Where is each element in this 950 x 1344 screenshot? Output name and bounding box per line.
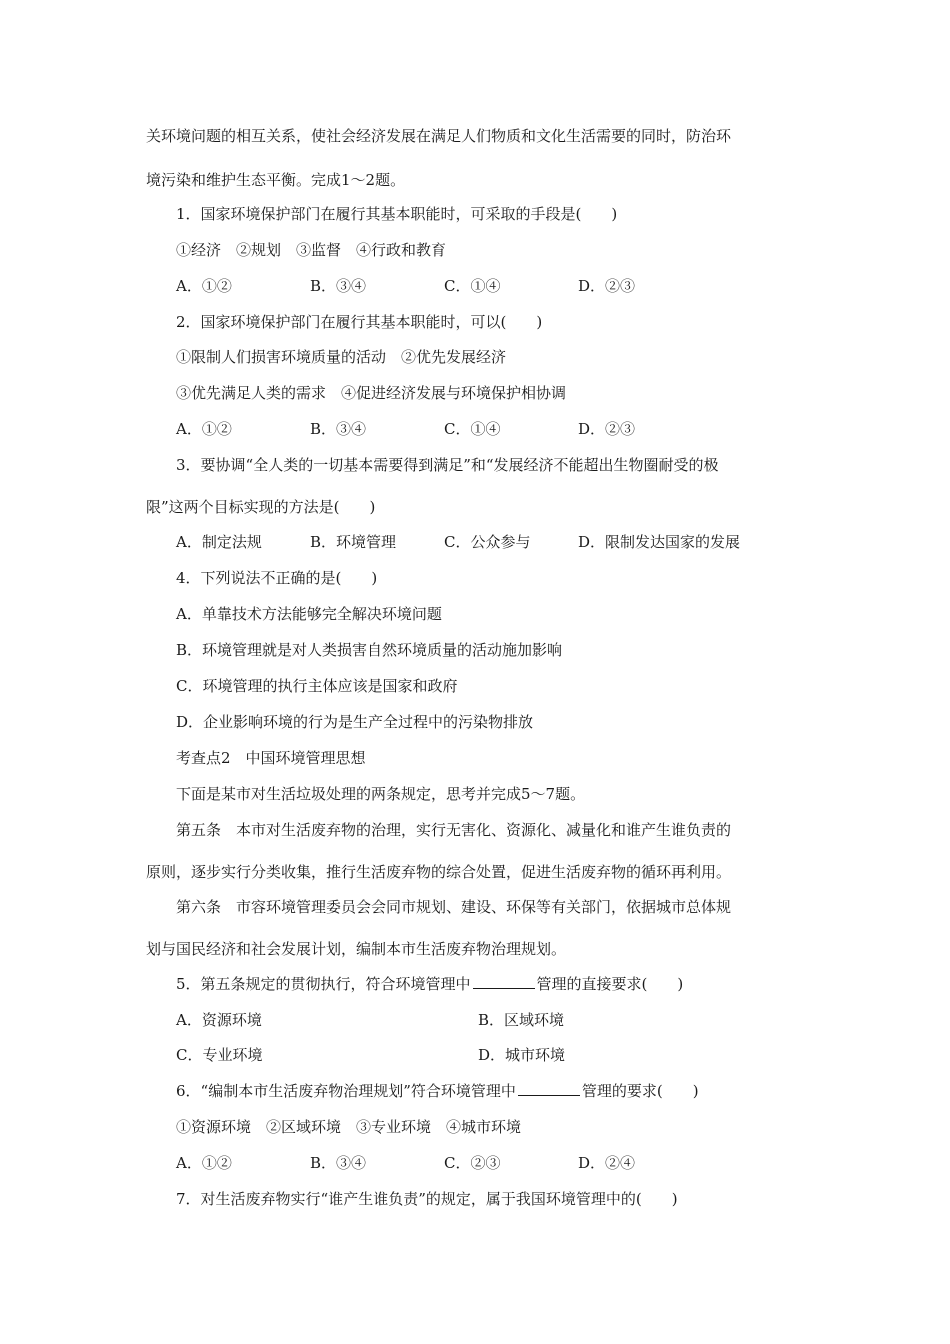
answer-blank — [518, 1081, 580, 1096]
article-6-line-1: 第六条 市容环境管理委员会会同市规划、建设、环保等有关部门，依据城市总体规 — [176, 898, 732, 916]
section-2-title: 考查点2 中国环境管理思想 — [176, 749, 366, 767]
question-1-stem: 1．国家环境保护部门在履行其基本职能时，可采取的手段是( ) — [176, 205, 618, 223]
question-1-option-a: A．①② — [176, 277, 232, 295]
question-3-option-b: B．环境管理 — [310, 533, 397, 551]
article-5-line-2: 原则，逐步实行分类收集，推行生活废弃物的综合处置，促进生活废弃物的循环再利用。 — [146, 863, 732, 881]
question-6-option-a: A．①② — [176, 1154, 232, 1172]
article-6-line-2: 划与国民经济和社会发展计划，编制本市生活废弃物治理规划。 — [146, 940, 567, 958]
question-4-option-d: D．企业影响环境的行为是生产全过程中的污染物排放 — [176, 713, 534, 731]
question-2-option-c: C．①④ — [444, 420, 501, 438]
question-2-items-1: ①限制人们损害环境质量的活动 ②优先发展经济 — [176, 348, 507, 366]
question-2-option-a: A．①② — [176, 420, 232, 438]
question-5-stem-end: 管理的直接要求( ) — [536, 975, 684, 993]
question-3-option-a: A．制定法规 — [176, 533, 262, 551]
question-3-option-c: C．公众参与 — [444, 533, 531, 551]
question-5-option-b: B．区域环境 — [478, 1011, 565, 1029]
intro-line-1: 关环境问题的相互关系，使社会经济发展在满足人们物质和文化生活需要的同时，防治环 — [146, 127, 732, 145]
question-2-option-d: D．②③ — [578, 420, 636, 438]
question-4-option-b: B．环境管理就是对人类损害自然环境质量的活动施加影响 — [176, 641, 563, 659]
question-5-stem-start: 5．第五条规定的贯彻执行，符合环境管理中 — [176, 975, 471, 993]
question-4-option-c: C．环境管理的执行主体应该是国家和政府 — [176, 677, 458, 695]
question-1-option-d: D．②③ — [578, 277, 636, 295]
question-2-option-b: B．③④ — [310, 420, 367, 438]
question-3-stem-2: 限”这两个目标实现的方法是( ) — [146, 498, 376, 516]
section-2-lead: 下面是某市对生活垃圾处理的两条规定，思考并完成5～7题。 — [176, 785, 586, 803]
article-5-line-1: 第五条 本市对生活废弃物的治理，实行无害化、资源化、减量化和谁产生谁负责的 — [176, 821, 732, 839]
question-6-option-d: D．②④ — [578, 1154, 636, 1172]
question-1-option-c: C．①④ — [444, 277, 501, 295]
question-4-option-a: A．单靠技术方法能够完全解决环境问题 — [176, 605, 442, 623]
answer-blank — [473, 974, 535, 989]
question-5-option-a: A．资源环境 — [176, 1011, 262, 1029]
intro-line-2: 境污染和维护生态平衡。完成1～2题。 — [146, 171, 406, 189]
question-6-items: ①资源环境 ②区域环境 ③专业环境 ④城市环境 — [176, 1118, 522, 1136]
question-4-stem: 4．下列说法不正确的是( ) — [176, 569, 378, 587]
question-6-stem — [176, 1081, 699, 1101]
question-3-stem-1: 3．要协调“全人类的一切基本需要得到满足”和“发展经济不能超出生物圈耐受的极 — [176, 456, 719, 474]
question-7-stem: 7．对生活废弃物实行“谁产生谁负责”的规定，属于我国环境管理中的( ) — [176, 1190, 678, 1208]
question-6-option-b: B．③④ — [310, 1154, 367, 1172]
question-2-items-2: ③优先满足人类的需求 ④促进经济发展与环境保护相协调 — [176, 384, 567, 402]
question-1-items: ①经济 ②规划 ③监督 ④行政和教育 — [176, 241, 447, 259]
question-3-option-d: D．限制发达国家的发展 — [578, 533, 741, 551]
question-6-option-c: C．②③ — [444, 1154, 501, 1172]
question-6-stem-start: 6．“编制本市生活废弃物治理规划”符合环境管理中 — [176, 1082, 516, 1100]
question-5-option-d: D．城市环境 — [478, 1046, 566, 1064]
question-2-stem: 2．国家环境保护部门在履行其基本职能时，可以( ) — [176, 313, 543, 331]
question-5-stem — [176, 974, 683, 994]
question-5-option-c: C．专业环境 — [176, 1046, 263, 1064]
question-1-option-b: B．③④ — [310, 277, 367, 295]
question-6-stem-end: 管理的要求( ) — [581, 1082, 699, 1100]
